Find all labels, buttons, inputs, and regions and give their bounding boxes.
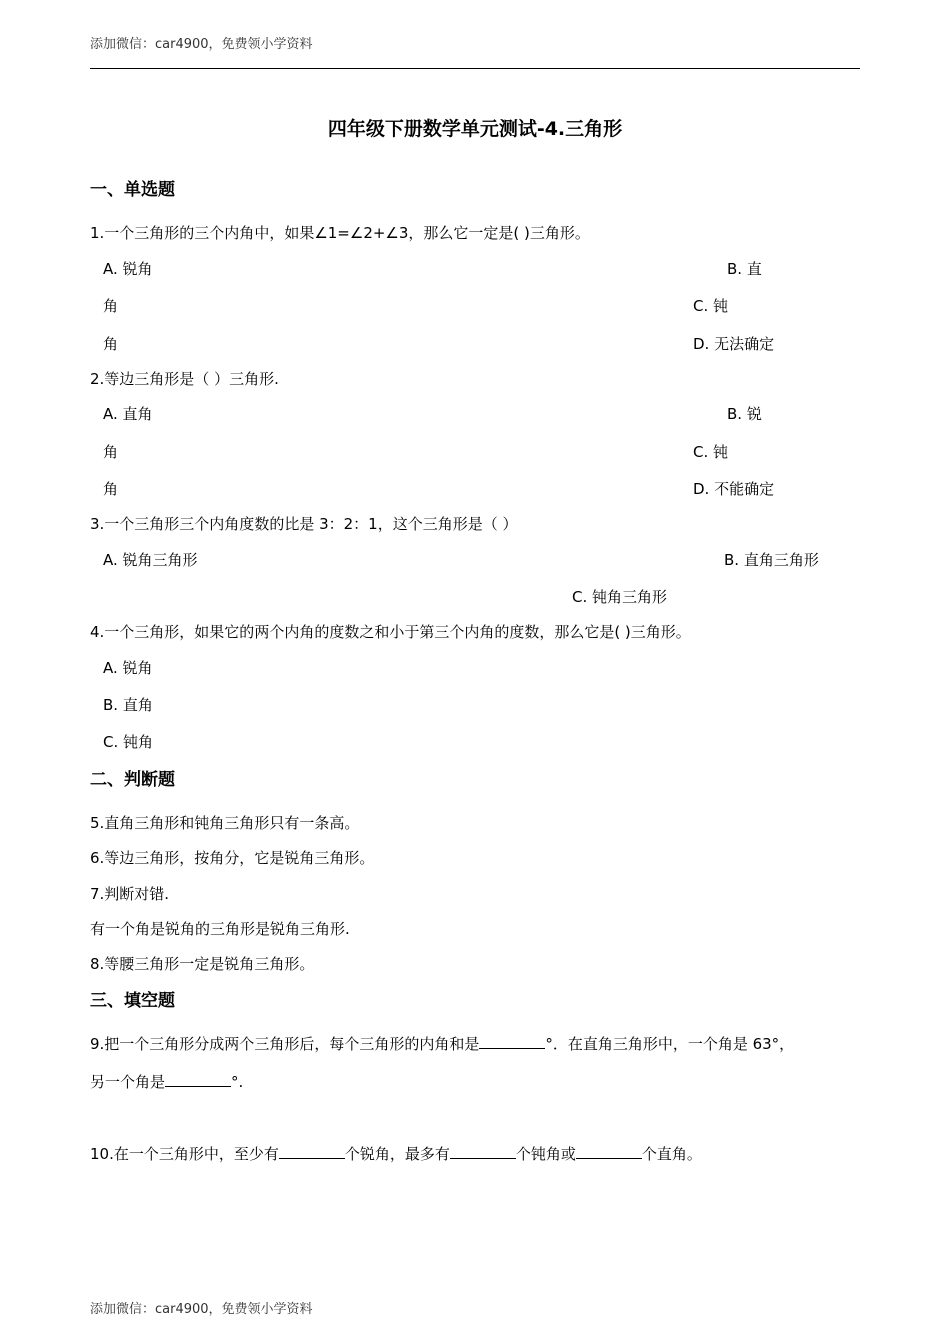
question-2-option-b-wrap: 角 [103,443,119,461]
footer-note: 添加微信：car4900，免费领小学资料 [90,1302,313,1317]
question-9-blank-1[interactable] [479,1034,545,1049]
question-4-option-a[interactable]: A. 锐角 [103,659,153,677]
question-7-statement: 有一个角是锐角的三角形是锐角三角形. [90,920,350,938]
question-1-option-c[interactable]: C. 钝 [693,297,729,315]
question-9-text-3: 另一个角是 [90,1073,166,1091]
question-10-text-2: 个锐角，最多有 [344,1145,450,1163]
header-note: 添加微信：car4900，免费领小学资料 [90,37,313,52]
page-title: 四年级下册数学单元测试-4.三角形 [327,118,623,140]
question-5: 5.直角三角形和钝角三角形只有一条高。 [90,814,360,832]
question-9-text-4: °. [231,1073,244,1091]
question-1-option-b[interactable]: B. 直 [727,260,762,278]
question-1-option-a[interactable]: A. 锐角 [103,260,153,278]
question-2-option-a[interactable]: A. 直角 [103,405,153,423]
question-4-stem: 4.一个三角形，如果它的两个内角的度数之和小于第三个内角的度数，那么它是( )三角形。 [90,623,691,641]
question-4-option-b[interactable]: B. 直角 [103,696,153,714]
question-2-stem: 2.等边三角形是（ ）三角形. [90,370,279,388]
section-heading-fill-blank: 三、填空题 [90,991,175,1011]
question-1-option-b-wrap: 角 [103,297,119,315]
question-10-blank-2[interactable] [450,1144,516,1159]
section-heading-single-choice: 一、单选题 [90,180,175,200]
question-10-text-1: 10.在一个三角形中，至少有 [90,1145,279,1163]
question-10-blank-1[interactable] [279,1144,345,1159]
question-3-stem: 3.一个三角形三个内角度数的比是 3：2：1，这个三角形是（ ） [90,515,518,533]
question-7: 7.判断对错. [90,885,170,903]
question-1-option-c-wrap: 角 [103,335,119,353]
question-10-text-3: 个钝角或 [515,1145,576,1163]
question-3-option-a[interactable]: A. 锐角三角形 [103,551,198,569]
question-10-text-4: 个直角。 [641,1145,702,1163]
section-heading-true-false: 二、判断题 [90,770,175,790]
question-3-option-b[interactable]: B. 直角三角形 [724,551,819,569]
question-9-blank-2[interactable] [165,1072,231,1087]
question-2-option-c[interactable]: C. 钝 [693,443,729,461]
question-6: 6.等边三角形，按角分，它是锐角三角形。 [90,849,375,867]
question-2-option-d[interactable]: D. 不能确定 [693,480,775,498]
question-10 [90,1143,702,1164]
question-10-blank-3[interactable] [576,1144,642,1159]
question-4-option-c[interactable]: C. 钝角 [103,733,154,751]
question-9-text-2: °．在直角三角形中，一个角是 63°， [545,1035,795,1053]
question-1-stem: 1.一个三角形的三个内角中，如果∠1=∠2+∠3，那么它一定是( )三角形。 [90,224,590,242]
question-9-text-1: 9.把一个三角形分成两个三角形后，每个三角形的内角和是 [90,1035,480,1053]
question-9-line-2 [90,1071,243,1092]
question-8: 8.等腰三角形一定是锐角三角形。 [90,955,315,973]
header-divider [90,68,860,69]
question-2-option-c-wrap: 角 [103,480,119,498]
question-2-option-b[interactable]: B. 锐 [727,405,762,423]
question-9-line-1 [90,1033,794,1054]
question-1-option-d[interactable]: D. 无法确定 [693,335,775,353]
question-3-option-c[interactable]: C. 钝角三角形 [572,588,668,606]
